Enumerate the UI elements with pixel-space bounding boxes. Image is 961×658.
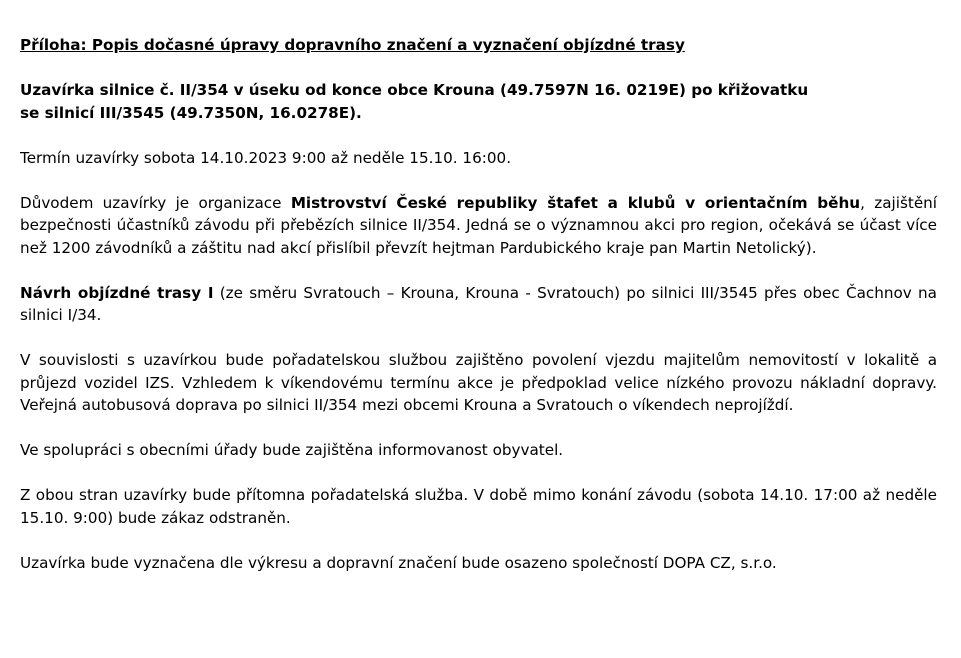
- closure-term: Termín uzavírky sobota 14.10.2023 9:00 až neděle 15.10. 16:00.: [20, 148, 512, 167]
- info-paragraph: Ve spolupráci s obecními úřady bude zajištěna informovanost obyvatel.: [20, 441, 564, 459]
- event-name: Mistrovství České republiky štafet a klubů v orientačním běhu: [290, 193, 861, 212]
- reason-suffix: , zajištění bezpečnosti účastníků závodu při přebězích silnice II/354. Jedná se o významnou akci pro region, očekává se účast více než 1200 závodníků a záštitu nad akcí přislíbil převzít hejtman Pardubického kraje pan Martin Netolický).: [20, 193, 938, 257]
- detour-proposal: [20, 282, 937, 327]
- marking-paragraph: Uzavírka bude vyznačena dle výkresu a dopravní značení bude osazeno společností DOPA CZ, s.r.o.: [20, 553, 777, 572]
- service-paragraph: Z obou stran uzavírky bude přítomna pořadatelská služba. V době mimo konání závodu (sobota 14.10. 17:00 až neděle 15.10. 9:00) bude zákaz odstraněn.: [20, 486, 937, 527]
- closure-title-line1: Uzavírka silnice č. II/354 v úseku od konce obce Krouna (49.7597N 16. 0219E) po křižovatku: [20, 81, 809, 99]
- document-heading: Příloha: Popis dočasné úpravy dopravního značení a vyznačení objízdné trasy: [20, 36, 685, 54]
- closure-title: [20, 79, 937, 124]
- reason-prefix: Důvodem uzavírky je organizace: [20, 193, 291, 212]
- detour-text: (ze směru Svratouch – Krouna, Krouna - Svratouch) po silnici III/3545 přes obec Čachnov na silnici I/34.: [20, 283, 937, 324]
- permits-paragraph: V souvislosti s uzavírkou bude pořadatelskou službou zajištěno povolení vjezdu majitelům nemovitostí v lokalitě a průjezd vozidel IZS. Vzhledem k víkendovému termínu akce je předpoklad velice nízkého provozu nákladní dopravy. Veřejná autobusová doprava po silnici II/354 mezi obcemi Krouna a Svratouch o víkendech neprojíždí.: [20, 351, 937, 414]
- detour-label: Návrh objízdné trasy I: [20, 283, 214, 302]
- closure-title-line2: se silnicí III/3545 (49.7350N, 16.0278E).: [20, 103, 362, 122]
- closure-reason: [20, 192, 937, 260]
